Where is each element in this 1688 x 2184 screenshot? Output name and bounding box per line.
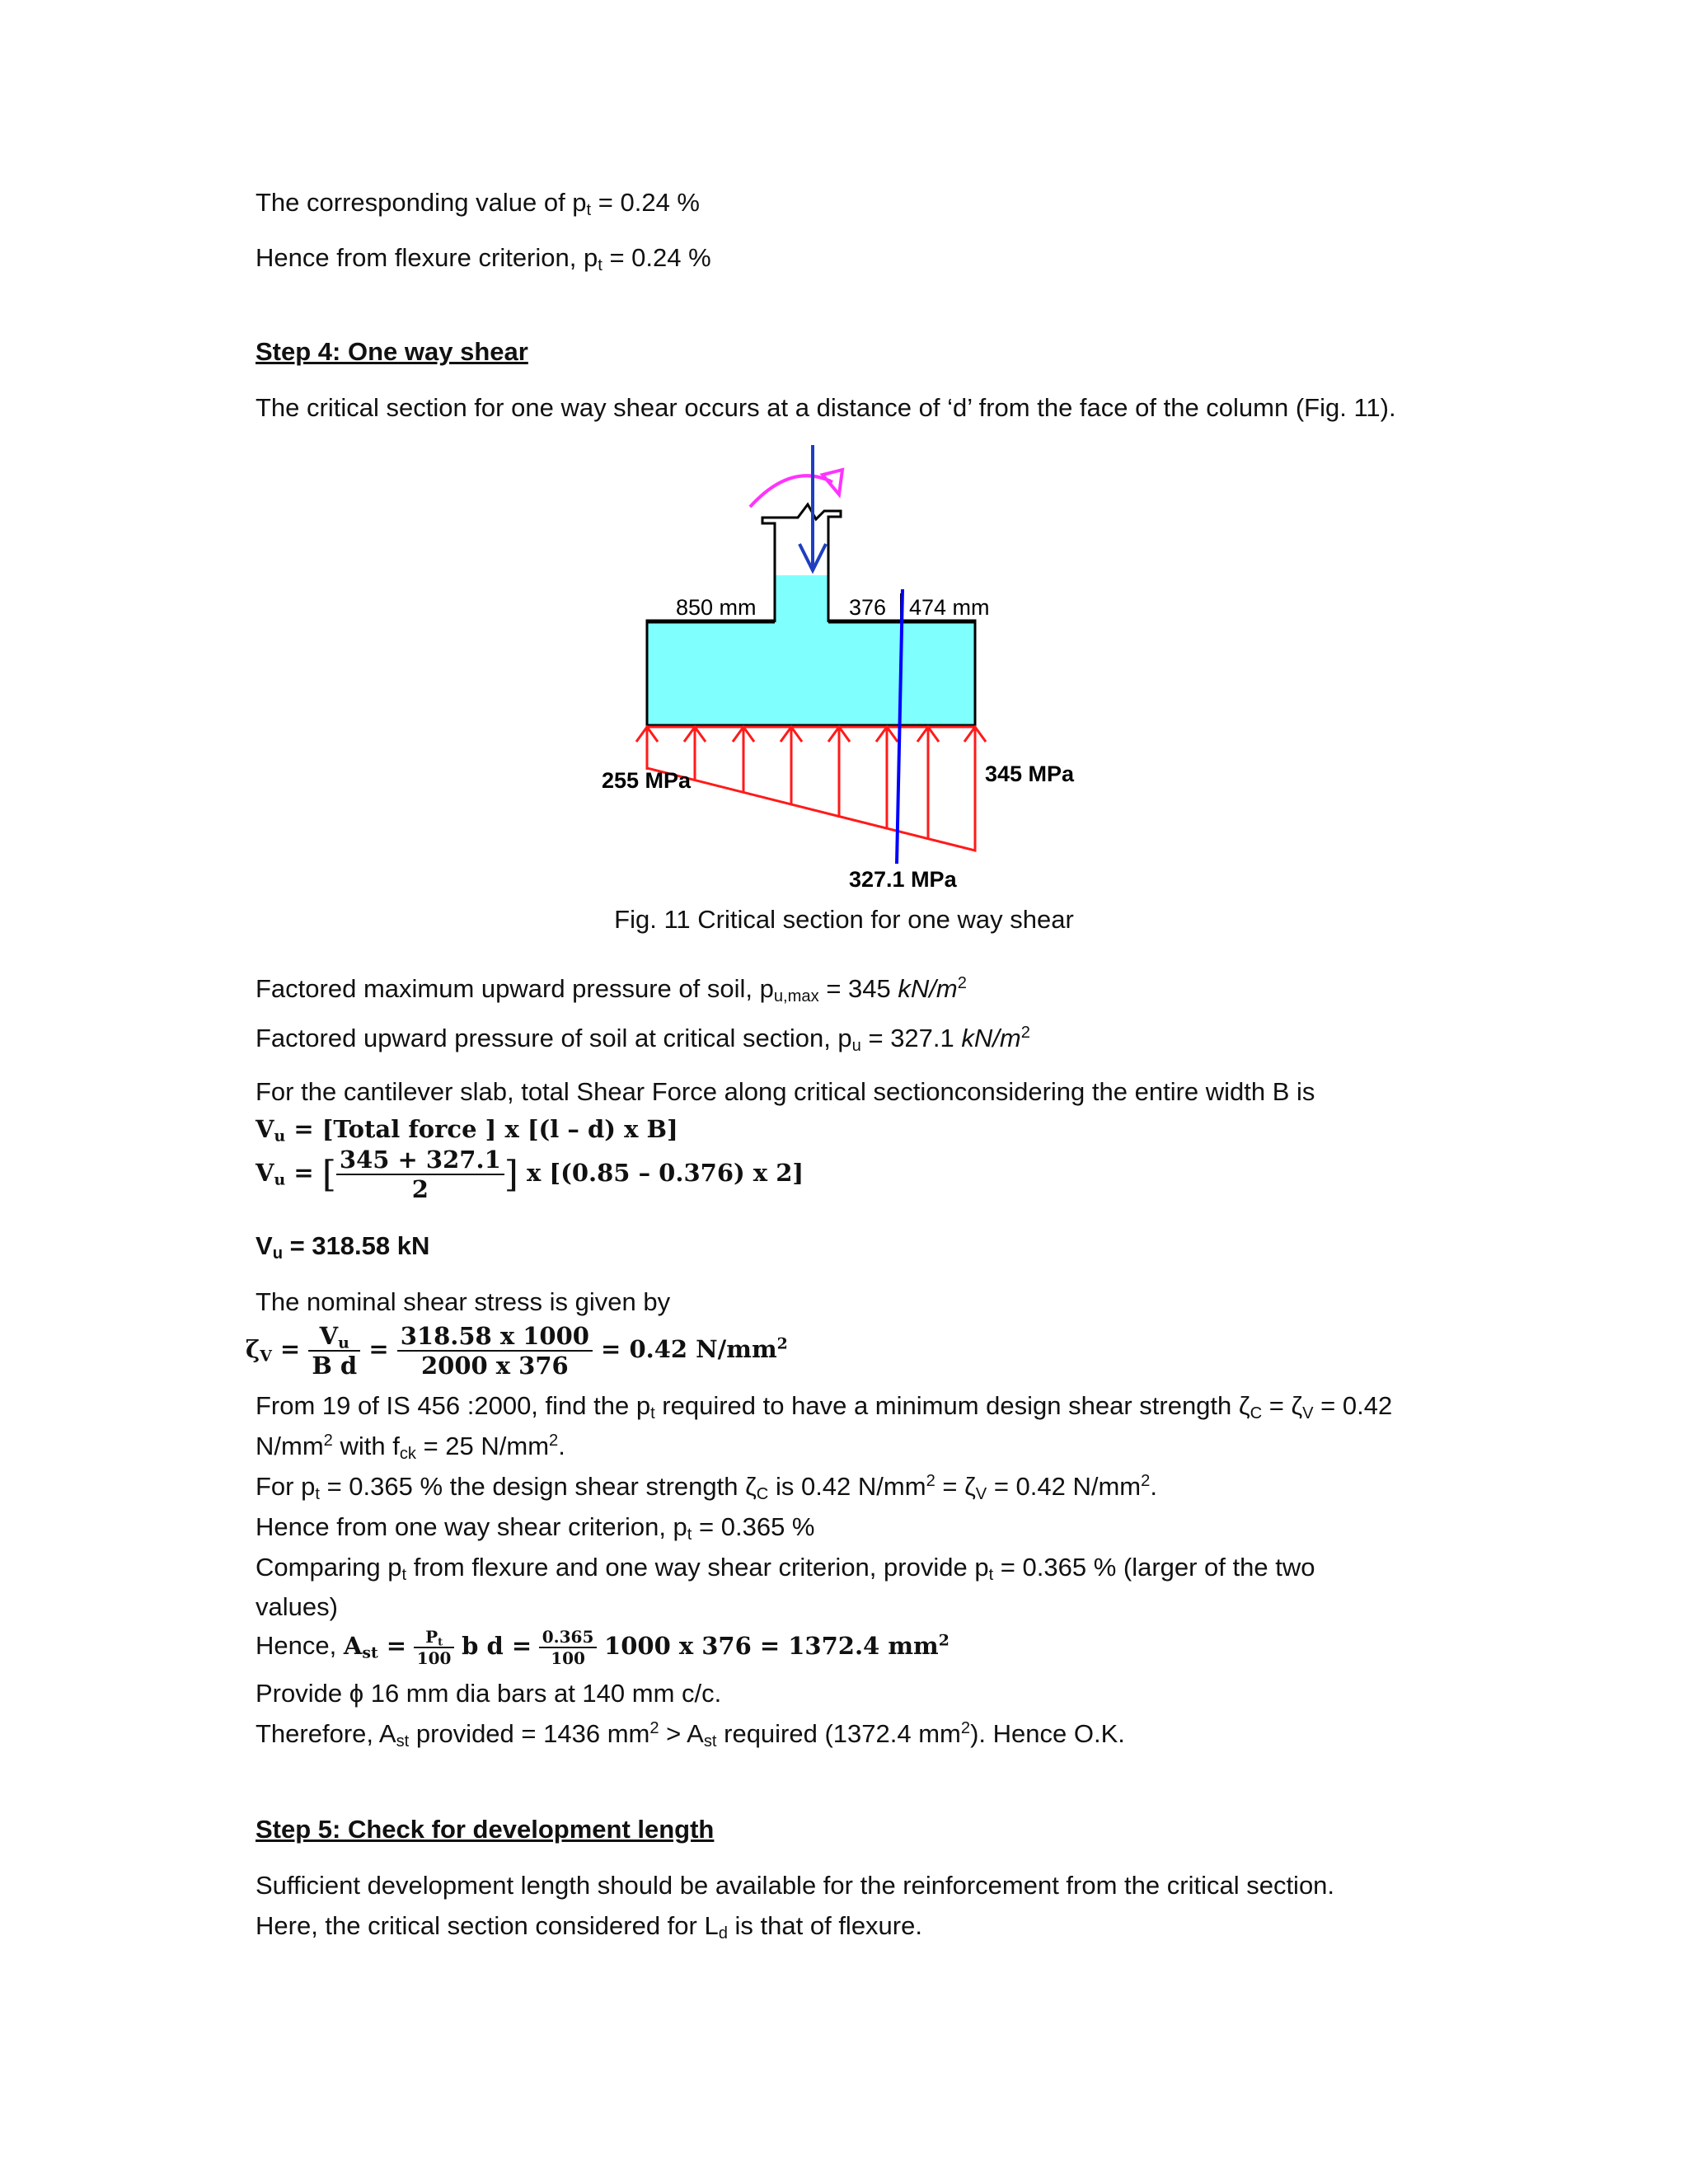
footing-slab [647,621,975,725]
pressure-diagram [647,727,975,851]
moment-arc [750,476,832,507]
nominal-stress-equation: $\zeta_V$ = $\frac{V_u}{\text{B d}}$ = $\frac{318.58 x 1000}{2000 x 376}$ = 0.42 $N/mm^2$ [246,1322,788,1380]
bar-provision-line: Provide ϕ 16 mm dia bars at 140 mm c/c. [256,1679,722,1708]
design-shear-strength-line: For $p_t = 0.365$ % the design shear strength $\zeta_C$ is 0.42 $N/mm^2 = \zeta_V = 0.42$ $N/mm^2$. [256,1471,1157,1504]
step4-heading: Step 4: One way shear [256,337,528,366]
development-length-line-2: Here, the critical section considered for $L_d$ is that of flexure. [256,1911,922,1943]
comparison-line-2: values) [256,1592,338,1621]
ast-check-line: Therefore, $A_{st}$ provided = 1436 $mm^2 > A_{st}$ required (1372.4 $mm^2$). Hence O.K. [256,1718,1125,1751]
step5-heading: Step 5: Check for development length [256,1815,715,1844]
is456-line-1: From 19 of IS 456 :2000, find the $p_t$ required to have a minimum design shear strength $\zeta_C = \zeta_V = 0.42$ [256,1391,1393,1423]
shear-force-intro: For the cantilever slab, total Shear Force along critical sectionconsidering the entire width B is [256,1077,1315,1106]
critical-pressure-line: Factored upward pressure of soil at critical section, $p_u = 327.1$ $kN/m^2$ [256,1023,1030,1056]
dim-left-label: 850 mm [676,595,757,620]
critical-section-text: The critical section for one way shear occurs at a distance of ‘d’ from the face of the column (Fig. 11). [256,393,1396,422]
column-base [775,575,828,623]
figure-caption: Fig. 11 Critical section for one way shear [614,905,1074,934]
pt-shear-result-line: Hence from one way shear criterion, $p_t = 0.365$ % [256,1512,815,1544]
pressure-right-label: 345 MPa [985,762,1075,786]
pressure-left-label: 255 MPa [602,768,692,793]
comparison-line: Comparing $p_t$ from flexure and one way shear criterion, provide $p_t = 0.365$ % (larger of the two [256,1553,1315,1585]
max-pressure-line: Factored maximum upward pressure of soil, $p_{u,max} = 345$ $kN/m^2$ [256,973,967,1006]
is456-line-2: $N/mm^2$ with $f_{ck} = 25$ $N/mm^2$. [256,1431,565,1464]
shear-force-substitution: $V_u$ = [ $\frac{345 + 327.1}{2}$ ] x [(0.85 – 0.376) x 2] [256,1146,804,1203]
shear-force-equation: $V_u$ = [Total force ] x [(l – d) x B] [256,1115,678,1146]
dim-right-label: 474 mm [909,595,990,620]
nominal-stress-intro: The nominal shear stress is given by [256,1287,671,1316]
development-length-line-1: Sufficient development length should be available for the reinforcement from the critical section. [256,1871,1335,1900]
ast-equation: Hence, $A_{st}$ = $\frac{P_t}{100}$ b d = $\frac{0.365}{100}$ 1000 x 376 = 1372.4 $mm^2$ [256,1627,950,1668]
figure-critical-section [577,437,1088,898]
pressure-critical-label: 327.1 MPa [849,867,957,892]
shear-force-result: $V_u = 318.58$ kN [256,1231,430,1263]
pt-flexure-result-line: Hence from flexure criterion, $p_t = 0.24$ % [256,243,711,275]
dim-mid-label: 376 [849,595,887,620]
pt-flexure-value-line: The corresponding value of $p_t = 0.24$ % [256,188,700,220]
